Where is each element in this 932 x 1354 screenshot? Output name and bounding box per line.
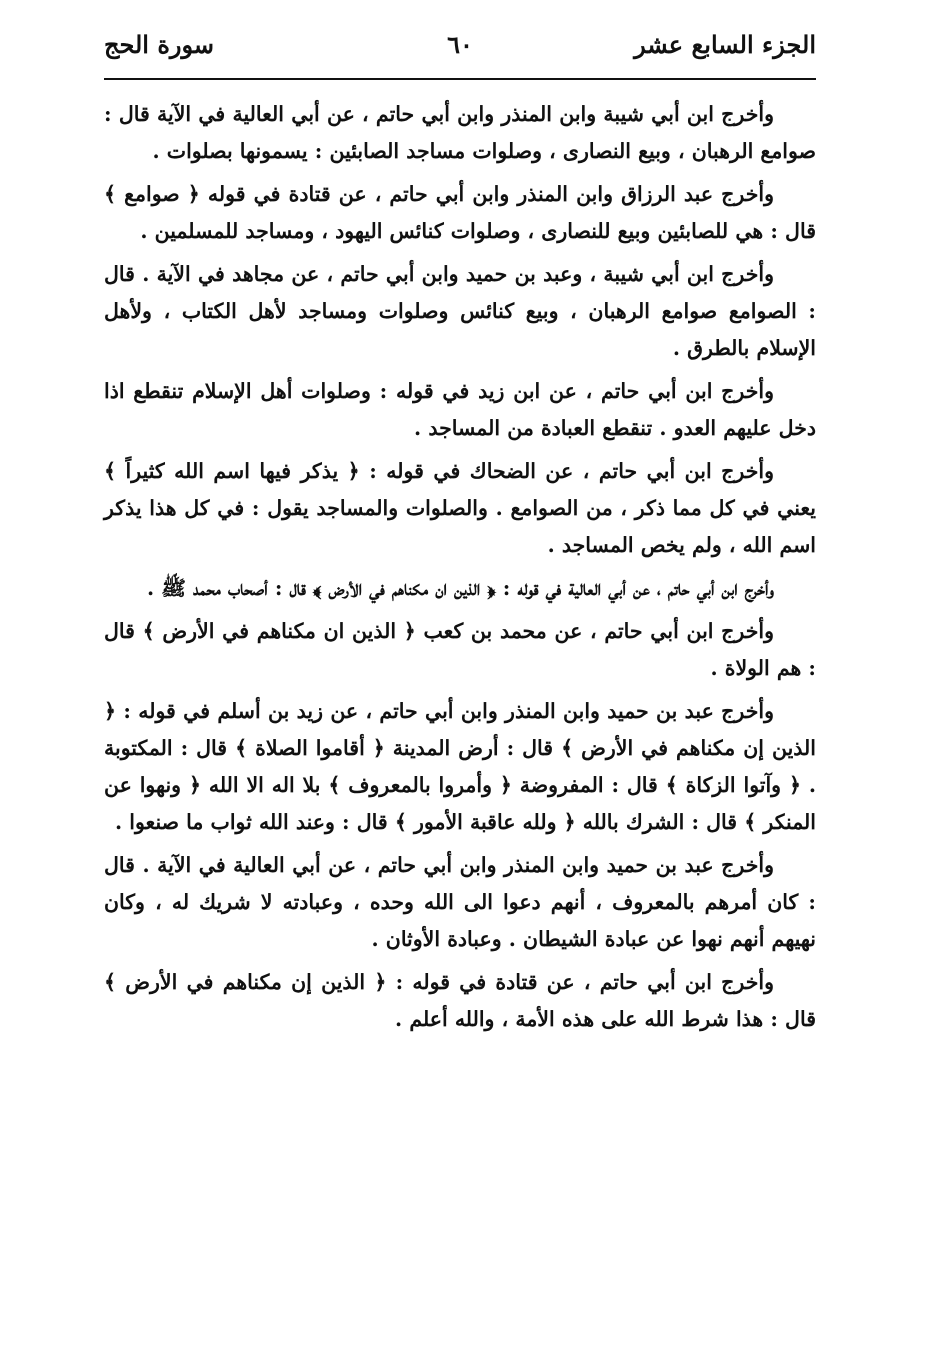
paragraph-3: وأخرج ابن أبي شيبة ، وعبد بن حميد وابن أبي حاتم ، عن مجاهد في الآية . قال : الصوامع صوامع الرهبان ، وبيع كنائس وصلوات ومساجد لأهل الكتاب ، ولأهل الإسلام بالطرق . [104, 262, 816, 360]
paragraph-7: وأخرج ابن أبي حاتم ، عن محمد بن كعب ﴿ الذين ان مكناهم في الأرض ﴾ قال : هم الولاة . [104, 619, 816, 680]
page-body [104, 96, 816, 1256]
part-title: الجزء السابع عشر [634, 30, 816, 59]
paragraph-8: وأخرج عبد بن حميد وابن المنذر وابن أبي حاتم ، عن زيد بن أسلم في قوله : ﴿ الذين إن مكناهم في الأرض ﴾ قال : أرض المدينة ﴿ أقاموا الصلاة ﴾ قال : المكتوبة . ﴿ وآتوا الزكاة ﴾ قال : المفروضة ﴿ وأمروا بالمعروف ﴾ بلا اله الا الله ﴿ ونهوا عن المنكر ﴾ قال : الشرك بالله ﴿ ولله عاقبة الأمور ﴾ قال : وعند الله ثواب ما صنعوا . [104, 699, 816, 834]
page-header [104, 26, 816, 70]
page-number: ٦٠ [447, 30, 473, 59]
paragraph-6: وأخرج ابن أبي حاتم ، عن أبي العالية في قوله : ﴿ الذين ان مكناهم في الأرض ﴾ قال : أصحاب محمد ﷺ . [146, 576, 774, 600]
paragraph-5: وأخرج ابن أبي حاتم ، عن الضحاك في قوله : ﴿ يذكر فيها اسم الله كثيراً ﴾ يعني في كل مما ذكر ، من الصوامع . والصلوات والمساجد يقول : في كل هذا يذكر اسم الله ، ولم يخص المساجد . [104, 459, 816, 557]
paragraph-9: وأخرج عبد بن حميد وابن المنذر وابن أبي حاتم ، عن أبي العالية في الآية . قال : كان أمرهم بالمعروف ، أنهم دعوا الى الله وحده ، وعبادته لا شريك له ، وكان نهيهم أنهم نهوا عن عبادة الشيطان . وعبادة الأوثان . [104, 853, 816, 951]
paragraph-10: وأخرج ابن أبي حاتم ، عن قتادة في قوله : ﴿ الذين إن مكناهم في الأرض ﴾ قال : هذا شرط الله على هذه الأمة ، والله أعلم . [104, 970, 816, 1031]
header-divider [104, 78, 816, 80]
paragraph-2: وأخرج عبد الرزاق وابن المنذر وابن أبي حاتم ، عن قتادة في قوله ﴿ صوامع ﴾ قال : هي للصابئين وبيع للنصارى ، وصلوات كنائس اليهود ، ومساجد للمسلمين . [104, 182, 816, 243]
surah-title: سورة الحج [104, 30, 214, 59]
paragraph-1: وأخرج ابن أبي شيبة وابن المنذر وابن أبي حاتم ، عن أبي العالية في الآية قال : صوامع الرهبان ، وبيع النصارى ، وصلوات مساجد الصابئين : يسمونها بصلوات . [104, 102, 816, 163]
paragraph-4: وأخرج ابن أبي حاتم ، عن ابن زيد في قوله : وصلوات أهل الإسلام تنقطع اذا دخل عليهم العدو . تنقطع العبادة من المساجد . [104, 379, 816, 440]
